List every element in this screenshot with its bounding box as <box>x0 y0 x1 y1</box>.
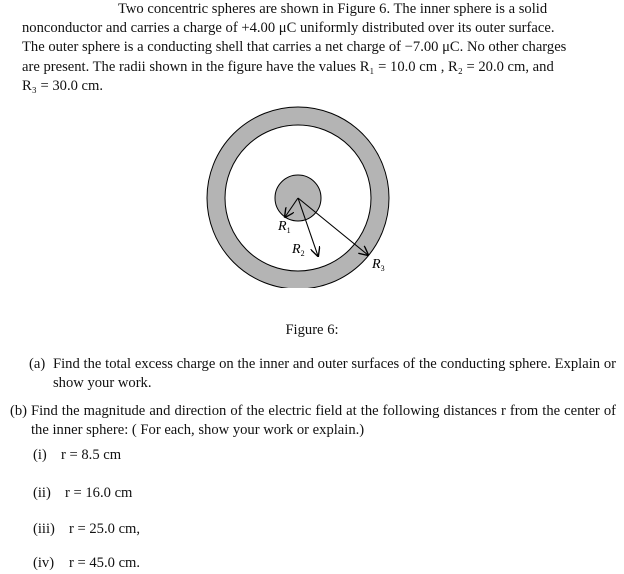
sub-item-text: r = 45.0 cm. <box>69 555 141 571</box>
sub-item-text: r = 25.0 cm, <box>69 521 141 537</box>
sub-item-iv <box>33 555 140 572</box>
figure-caption: Figure 6: <box>285 322 339 338</box>
sub-item-text: r = 16.0 cm <box>65 485 133 501</box>
sub-item-ii <box>33 485 132 502</box>
sub-item-iii <box>33 521 140 538</box>
question-b-tag: (b) <box>10 403 28 419</box>
sub-item-label: (iv) <box>33 555 55 571</box>
label-r2: $R_2$ <box>292 242 305 258</box>
sub-item-text: r = 8.5 cm <box>61 447 122 463</box>
intro-line-3: The outer sphere is a conducting shell that carries a net charge of −7.00 μC. No other charges <box>22 39 567 56</box>
question-a-tag: (a) <box>29 356 46 372</box>
intro-line-5: R₃ = 30.0 cm. <box>22 77 104 94</box>
intro-line-4: are present. The radii shown in the figure have the values R₁ = 10.0 cm , R₂ = 20.0 cm, and <box>22 58 554 75</box>
sub-item-label: (iii) <box>33 521 55 537</box>
sub-item-label: (i) <box>33 447 47 463</box>
problem-statement <box>22 0 616 96</box>
question-a-text: Find the total excess charge on the inner and outer surfaces of the conducting sphere. Explain or show your work. <box>53 356 616 392</box>
intro-line-2: nonconductor and carries a charge of +4.00 μC uniformly distributed over its outer surface. <box>22 20 555 37</box>
intro-line-1: Two concentric spheres are shown in Figure 6. The inner sphere is a solid <box>118 1 548 17</box>
sub-item-label: (ii) <box>33 485 51 501</box>
question-b-text: Find the magnitude and direction of the electric field at the following distances r from the center of the inner sphere: ( For each, show your work or explain.) <box>31 403 616 439</box>
question-b <box>10 402 616 440</box>
label-r1: $R_1$ <box>278 219 291 235</box>
question-a <box>31 355 616 393</box>
sub-item-i <box>33 447 121 464</box>
concentric-spheres-figure <box>200 98 440 288</box>
label-r3: $R_3$ <box>372 257 385 273</box>
